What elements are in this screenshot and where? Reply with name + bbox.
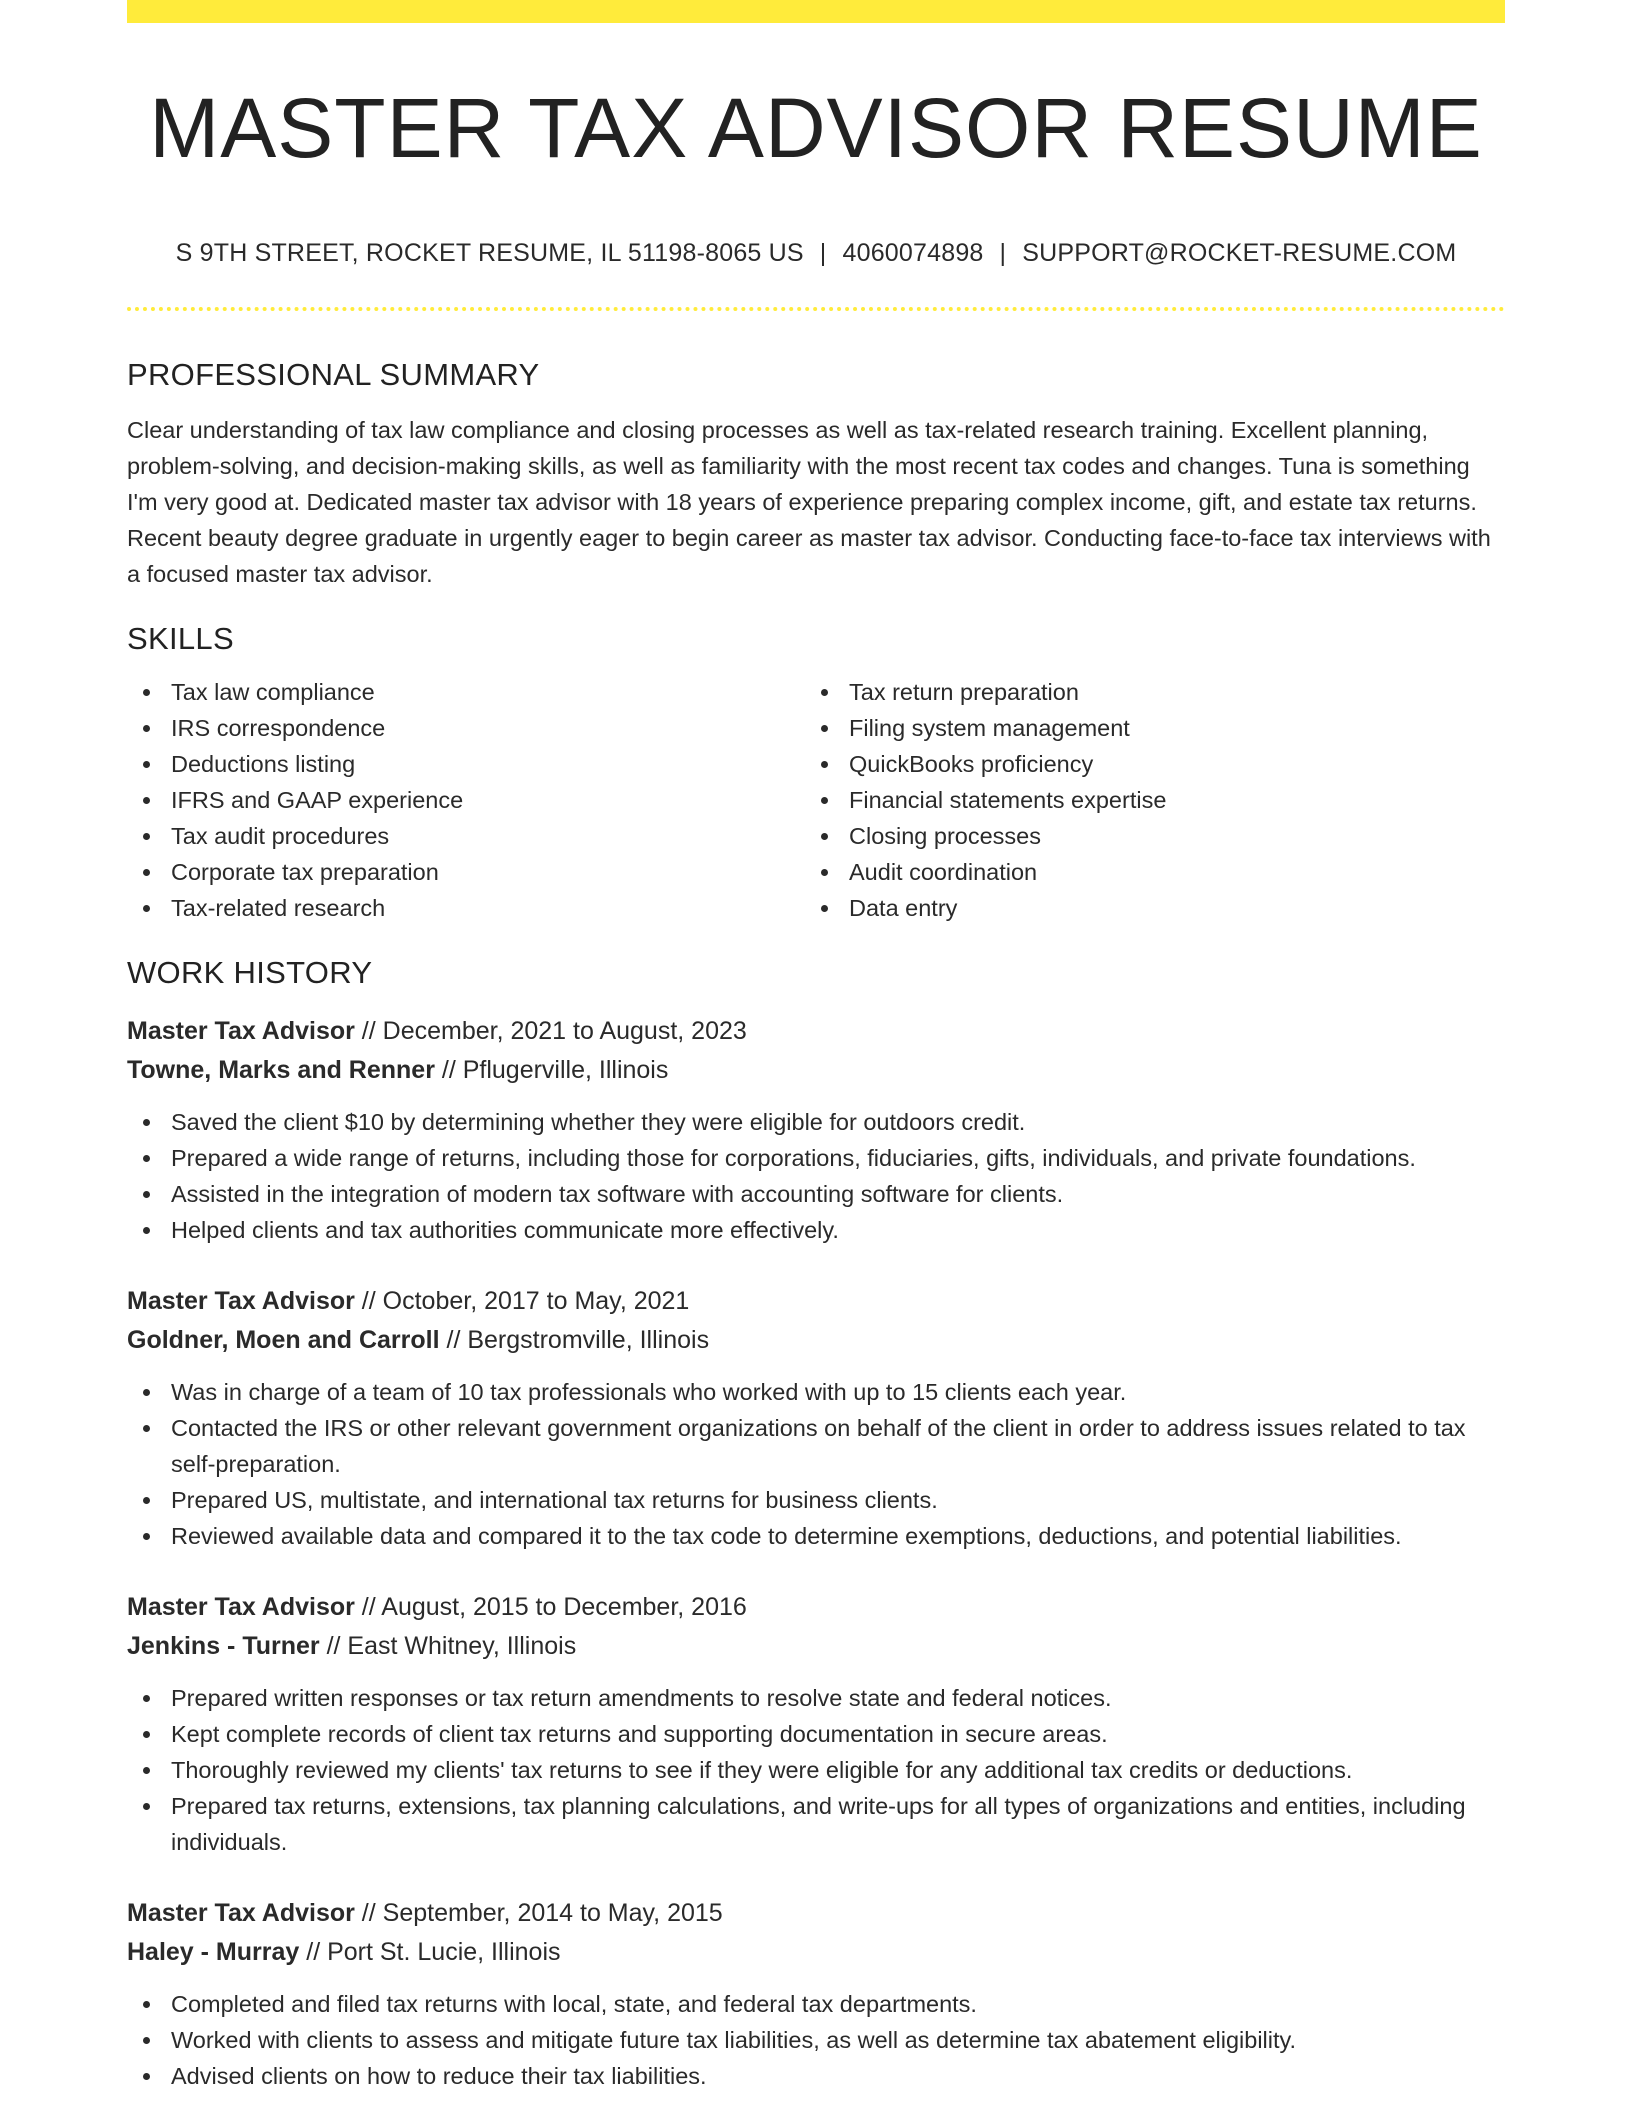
- skill-item: QuickBooks proficiency: [805, 746, 1483, 782]
- job-bullet: Completed and filed tax returns with local, state, and federal tax departments.: [127, 1986, 1505, 2022]
- job-bullet: Helped clients and tax authorities communicate more effectively.: [127, 1212, 1505, 1248]
- dotted-divider: [127, 307, 1505, 311]
- skill-item: Tax audit procedures: [127, 818, 805, 854]
- job-location: // Bergstromville, Illinois: [439, 1326, 710, 1354]
- contact-email: SUPPORT@ROCKET-RESUME.COM: [1022, 239, 1457, 267]
- skill-item: Closing processes: [805, 818, 1483, 854]
- job-bullet: Assisted in the integration of modern tax software with accounting software for clients.: [127, 1176, 1505, 1212]
- job-title-line: [127, 1012, 1505, 1051]
- section-heading-work-history: WORK HISTORY: [127, 955, 373, 990]
- job-company-line: [127, 1321, 1505, 1360]
- job-company: Jenkins - Turner: [127, 1632, 320, 1660]
- job-location: // Port St. Lucie, Illinois: [299, 1938, 561, 1966]
- resume-content: [127, 350, 1505, 2094]
- job-dates: // October, 2017 to May, 2021: [354, 1287, 690, 1315]
- top-accent-bar: [127, 0, 1505, 23]
- contact-separator: |: [999, 239, 1007, 267]
- job-bullet: Advised clients on how to reduce their tax liabilities.: [127, 2058, 1505, 2094]
- skills-list-right: [805, 674, 1483, 926]
- skill-item: Tax return preparation: [805, 674, 1483, 710]
- job-bullet: Thoroughly reviewed my clients' tax returns to see if they were eligible for any additional tax credits or deductions.: [127, 1752, 1505, 1788]
- skill-item: Filing system management: [805, 710, 1483, 746]
- job-bullets: [127, 1986, 1505, 2094]
- job-title: Master Tax Advisor: [127, 1899, 355, 1927]
- job-dates: // August, 2015 to December, 2016: [354, 1593, 747, 1621]
- skills-section: [127, 614, 1505, 926]
- job-company-line: [127, 1933, 1505, 1972]
- skills-list-left: [127, 674, 805, 926]
- skill-item: Data entry: [805, 890, 1483, 926]
- summary-text: Clear understanding of tax law compliance and closing processes as well as tax-related research training. Excellent planning, problem-solving, and decision-making skills, as well as familiarity with the most recent tax codes and changes. Tuna is something I'm very good at. Dedicated master tax advisor with 18 years of experience preparing complex income, gift, and estate tax returns. Recent beauty degree graduate in urgently eager to begin career as master tax advisor. Conducting face-to-face tax interviews with a focused master tax advisor.: [127, 417, 1491, 587]
- job-bullet: Kept complete records of client tax returns and supporting documentation in secure areas.: [127, 1716, 1505, 1752]
- resume-title: MASTER TAX ADVISOR RESUME: [149, 81, 1483, 175]
- skill-item: Corporate tax preparation: [127, 854, 805, 890]
- job-bullet: Prepared written responses or tax return amendments to resolve state and federal notices.: [127, 1680, 1505, 1716]
- job-bullet: Prepared a wide range of returns, including those for corporations, fiduciaries, gifts, individuals, and private foundations.: [127, 1140, 1505, 1176]
- contact-address: S 9TH STREET, ROCKET RESUME, IL 51198-8065 US: [175, 239, 804, 267]
- job-company: Towne, Marks and Renner: [127, 1056, 435, 1084]
- contact-line: [127, 236, 1505, 270]
- job-entry: [127, 1588, 1505, 1860]
- summary-section: [127, 350, 1505, 592]
- skill-item: Tax-related research: [127, 890, 805, 926]
- section-heading-skills: SKILLS: [127, 621, 234, 656]
- job-dates: // September, 2014 to May, 2015: [354, 1899, 723, 1927]
- job-company: Haley - Murray: [127, 1938, 300, 1966]
- skill-item: Deductions listing: [127, 746, 805, 782]
- job-title-line: [127, 1894, 1505, 1933]
- contact-separator: |: [819, 239, 827, 267]
- skills-columns: [127, 674, 1505, 926]
- job-bullet: Prepared US, multistate, and international tax returns for business clients.: [127, 1482, 1505, 1518]
- job-entry: [127, 1282, 1505, 1554]
- skill-item: Tax law compliance: [127, 674, 805, 710]
- job-company: Goldner, Moen and Carroll: [127, 1326, 440, 1354]
- job-bullet: Worked with clients to assess and mitigate future tax liabilities, as well as determine tax abatement eligibility.: [127, 2022, 1505, 2058]
- job-bullet: Saved the client $10 by determining whether they were eligible for outdoors credit.: [127, 1104, 1505, 1140]
- job-title: Master Tax Advisor: [127, 1287, 355, 1315]
- job-entry: [127, 1894, 1505, 2094]
- job-title-line: [127, 1588, 1505, 1627]
- job-dates: // December, 2021 to August, 2023: [354, 1017, 747, 1045]
- job-bullet: Was in charge of a team of 10 tax professionals who worked with up to 15 clients each year.: [127, 1374, 1505, 1410]
- skill-item: IRS correspondence: [127, 710, 805, 746]
- job-company-line: [127, 1627, 1505, 1666]
- job-title: Master Tax Advisor: [127, 1593, 355, 1621]
- job-bullet: Contacted the IRS or other relevant government organizations on behalf of the client in order to address issues related to tax self-preparation.: [127, 1410, 1505, 1482]
- job-entry: [127, 1012, 1505, 1248]
- job-company-line: [127, 1051, 1505, 1090]
- job-bullets: [127, 1104, 1505, 1248]
- work-history-section: [127, 948, 1505, 2094]
- skill-item: Financial statements expertise: [805, 782, 1483, 818]
- job-bullet: Prepared tax returns, extensions, tax planning calculations, and write-ups for all types of organizations and entities, including individuals.: [127, 1788, 1505, 1860]
- job-title-line: [127, 1282, 1505, 1321]
- job-bullets: [127, 1680, 1505, 1860]
- job-location: // Pflugerville, Illinois: [434, 1056, 669, 1084]
- skill-item: IFRS and GAAP experience: [127, 782, 805, 818]
- section-heading-summary: PROFESSIONAL SUMMARY: [127, 357, 540, 392]
- contact-phone: 4060074898: [842, 239, 984, 267]
- job-bullet: Reviewed available data and compared it to the tax code to determine exemptions, deductions, and potential liabilities.: [127, 1518, 1505, 1554]
- job-location: // East Whitney, Illinois: [319, 1632, 577, 1660]
- skill-item: Audit coordination: [805, 854, 1483, 890]
- job-title: Master Tax Advisor: [127, 1017, 355, 1045]
- job-bullets: [127, 1374, 1505, 1554]
